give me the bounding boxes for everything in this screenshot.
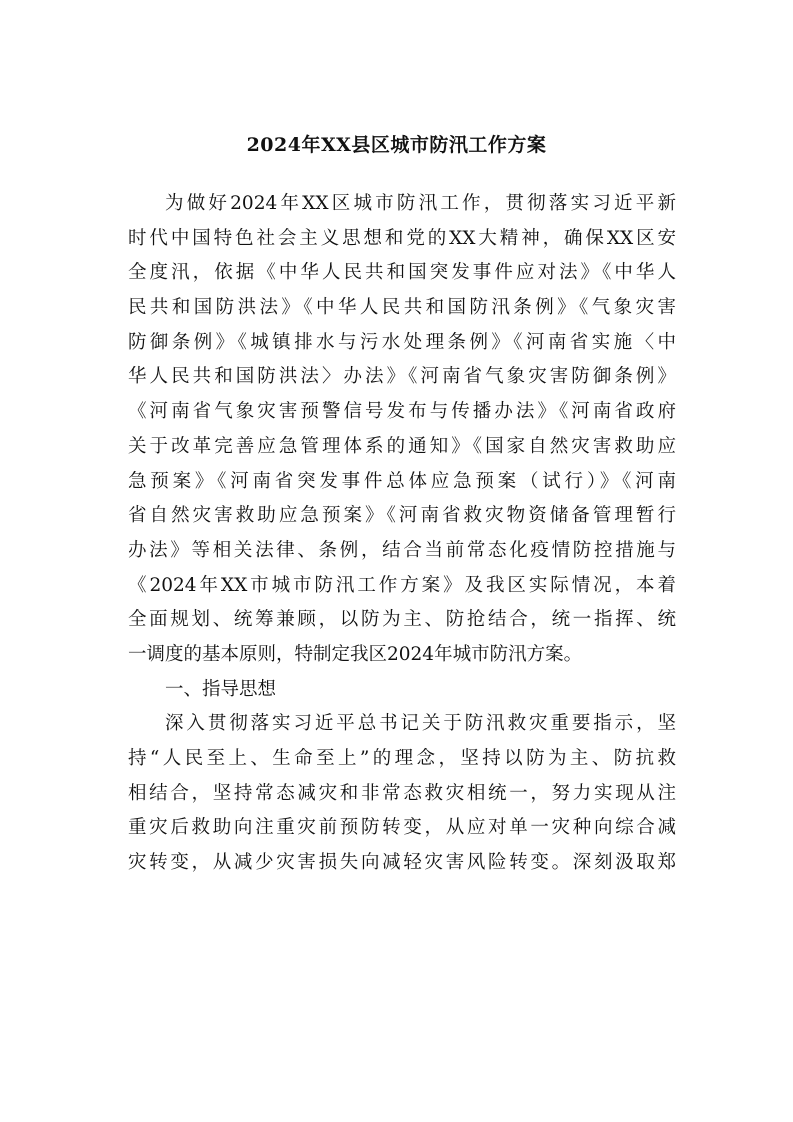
text-line: 灾转变，从减少灾害损失向减轻灾害风险转变。深刻汲取郑 [128,852,676,874]
text-line: 民共和国防洪法》《中华人民共和国防汛条例》《气象灾害 [128,297,676,319]
paragraph-preamble [128,187,676,673]
text-line: 时代中国特色社会主义思想和党的XX大精神，确保XX区安 [128,227,676,249]
text-line: 为做好2024年XX区城市防汛工作，贯彻落实习近平新 [165,193,676,214]
text-line: 《2024年XX市城市防汛工作方案》及我区实际情况，本着 [128,574,676,596]
text-line: 防御条例》《城镇排水与污水处理条例》《河南省实施〈中 [128,331,676,353]
section-heading-guiding-ideology: 一、指导思想 [165,678,277,700]
text-line: 省自然灾害救助应急预案》《河南省救灾物资储备管理暂行 [128,505,676,527]
document-body [128,187,676,881]
text-line: 《河南省气象灾害预警信号发布与传播办法》《河南省政府 [128,401,676,423]
text-line: 全度汛，依据《中华人民共和国突发事件应对法》《中华人 [128,262,676,284]
text-line: 深入贯彻落实习近平总书记关于防汛救灾重要指示，坚 [165,713,676,735]
text-line: 相结合，坚持常态减灾和非常态救灾相统一，努力实现从注 [128,782,676,804]
document-title: 2024年XX县区城市防汛工作方案 [246,134,547,156]
text-line: 持“人民至上、生命至上”的理念，坚持以防为主、防抗救 [128,748,676,769]
text-line: 关于改革完善应急管理体系的通知》《国家自然灾害救助应 [128,435,676,457]
text-line: 华人民共和国防洪法〉办法》《河南省气象灾害防御条例》 [128,366,676,388]
paragraph-guiding-ideology [128,707,676,880]
text-line: 急预案》《河南省突发事件总体应急预案（试行）》《河南 [128,470,676,492]
text-line: 办法》等相关法律、条例，结合当前常态化疫情防控措施与 [128,539,676,561]
text-line: 重灾后救助向注重灾前预防转变，从应对单一灾种向综合减 [128,817,676,839]
text-line: 全面规划、统筹兼顾，以防为主、防抢结合，统一指挥、统 [128,609,676,631]
text-line: 一调度的基本原则，特制定我区2024年城市防汛方案。 [128,643,583,665]
